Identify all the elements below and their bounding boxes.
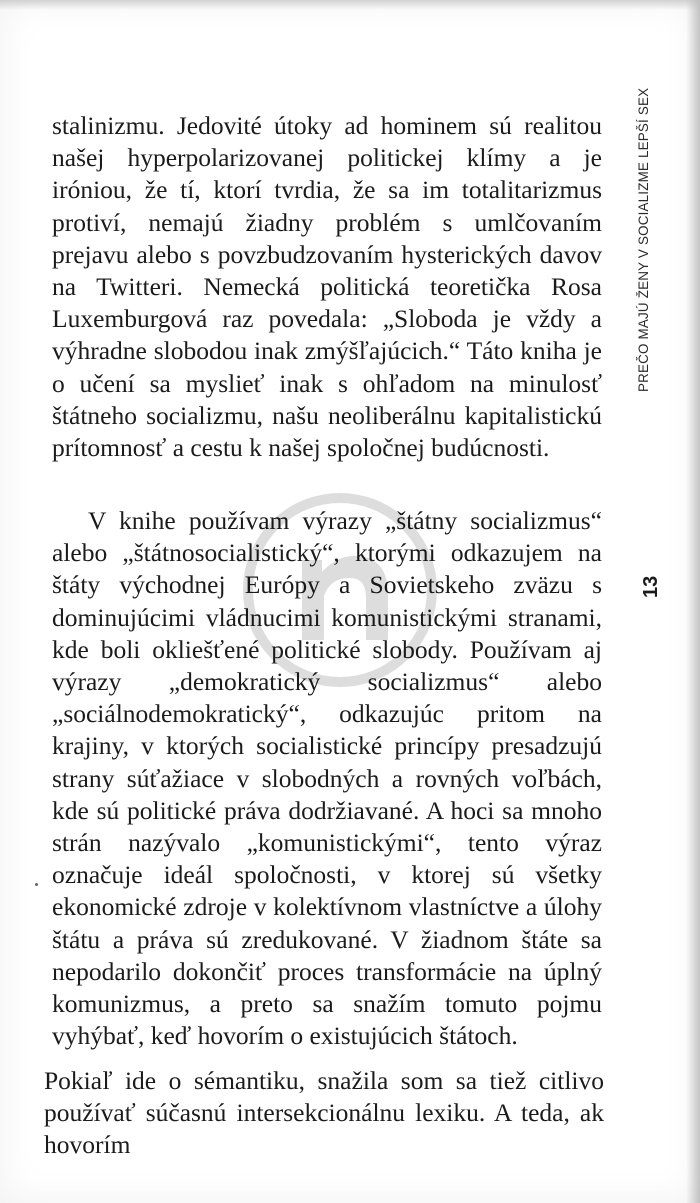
page-top-edge-shadow <box>0 0 700 10</box>
paragraph-text: V knihe používam výrazy „štátny socializmus“ alebo „štátnosocialistický“, ktorými odkazujem na štáty východnej Európy a Sovietskeho zväzu s dominujúcimi vládnucimi komunistickými stranami, kde boli okliešťené politické slobody. Používam aj výrazy „demokratický socializmus“ alebo „sociálnodemokratický“, odkazujúc pritom na krajiny, v ktorých socialistické princípy presadzujú strany súťažiace v slobodných a rovných voľbách, kde sú politické práva dodržiavané. A hoci sa mnoho strán nazývalo „komunistickými“, tento výraz označuje ideál spoločnosti, v ktorej sú všetky ekonomické zdroje v kolektívnom vlastníctve a úlohy štátu a práva sú zredukované. V žiadnom štáte sa nepodarilo dokončiť proces transformácie na úplný komunizmus, a preto sa snažím tomuto pojmu vyhýbať, keď hovorím o existujúcich štátoch. <box>52 506 602 1051</box>
page-number: 13 <box>640 575 662 599</box>
page-right-edge-shadow <box>686 0 700 1203</box>
body-paragraph-2 <box>52 505 602 1052</box>
body-paragraph-1 <box>52 110 602 464</box>
body-paragraph-3 <box>44 1065 604 1162</box>
paragraph-text: Pokiaľ ide o sémantiku, snažila som sa tiež citlivo používať súčasnú intersekcionálnu lexiku. A teda, ak hovorím <box>44 1066 604 1160</box>
paragraph-text: stalinizmu. Jedovité útoky ad hominem sú realitou našej hyperpolarizovanej politickej klímy a je iróniou, že tí, ktorí tvrdia, že sa im totalitarizmus protiví, nemajú žiadny problém s umlčovaním prejavu alebo s povzbudzovaním hysterických davov na Twitteri. Nemecká politická teoretička Rosa Luxemburgová raz povedala: „Sloboda je vždy a výhradne slobodou inak zmýšľajúcich.“ Táto kniha je o učení sa myslieť inak s ohľadom na minulosť štátneho socializmu, našu neoliberálnu kapitalistickú prítomnosť a cestu k našej spoločnej budúcnosti. <box>52 111 602 463</box>
scan-speck <box>35 883 38 886</box>
running-head: PREČO MAJÚ ŽENY V SOCIALIZME LEPŠÍ SEX <box>636 87 651 392</box>
